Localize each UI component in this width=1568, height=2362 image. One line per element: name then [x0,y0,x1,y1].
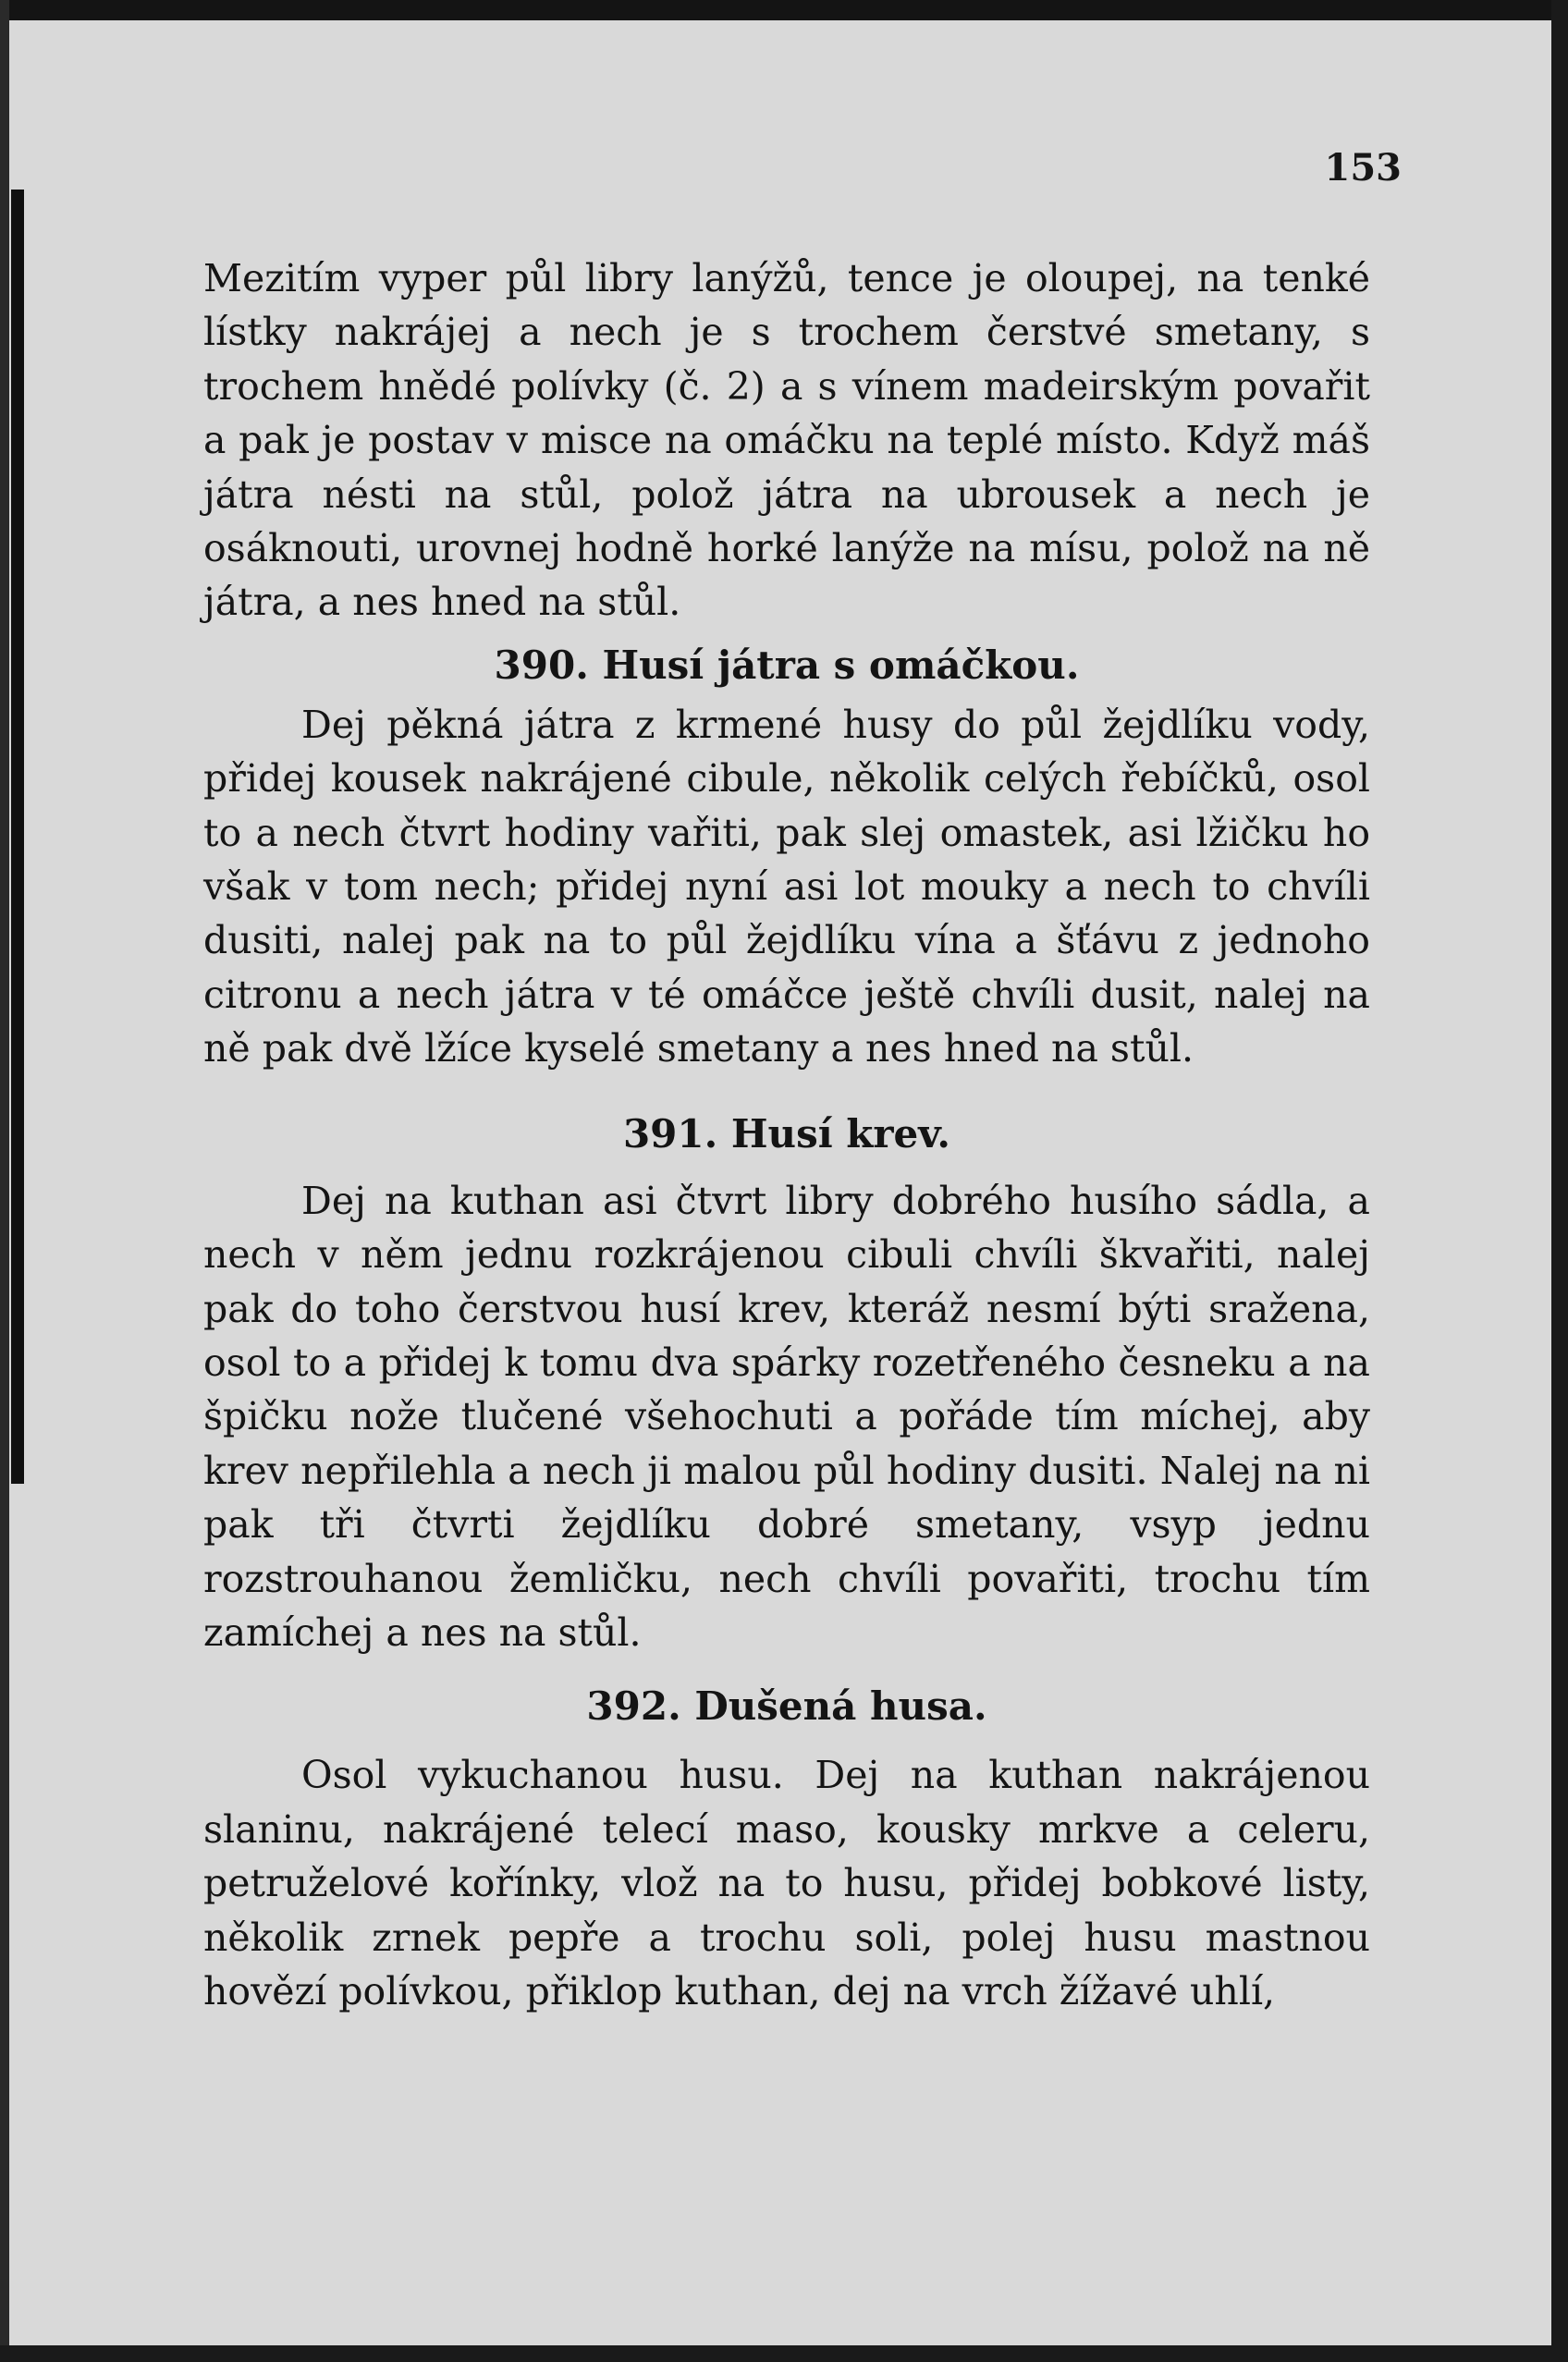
page-edge-right [1551,0,1568,2362]
recipe-text-390: Dej pěkná játra z krmené husy do půl žejdlíku vody, přidej kousek nakrájené cibule, několik celých řebíčků, osol to a nech čtvrt hodiny vařiti, pak slej omastek, asi lžičku ho však v tom nech; přidej nyní asi lot mouky a nech to chvíli dusiti, nalej pak na to půl žejdlíku vína a šťávu z jednoho citronu a nech játra v té omáčce ještě chvíli dusit, nalej na ně pak dvě lžíce kyselé smetany a nes hned na stůl. [203,702,1370,1071]
recipe-text-391: Dej na kuthan asi čtvrt libry dobrého husího sádla, a nech v něm jednu rozkrájenou cibuli chvíli škvařiti, nalej pak do toho čerstvou husí krev, kteráž nesmí býti sražena, osol to a přidej k tomu dva spárky rozetřeného česneku a na špičku nože tlučené všehochuti a pořáde tím míchej, aby krev nepřilehla a nech ji malou půl hodiny dusiti. Nalej na ni pak tři čtvrti žejdlíku dobré smetany, vsyp jednu rozstrouhanou žemličku, nech chvíli povařiti, trochu tím zamíchej a nes na stůl. [203,1178,1370,1655]
recipe-title-392: 392. Dušená husa. [586,1683,987,1730]
recipe-title-390: 390. Husí játra s omáčkou. [494,642,1080,688]
page-edge-top [0,0,1568,20]
binding-shadow [11,190,24,1484]
page-edge-left [0,0,9,2362]
page-number: 153 [1324,146,1402,190]
page-edge-bottom [0,2345,1568,2362]
page-content [203,251,1370,2018]
continued-paragraph: Mezitím vyper půl libry lanýžů, tence je oloupej, na tenké lístky nakrájej a nech je s trochem čerstvé smetany, s trochem hnědé polívky (č. 2) a s vínem madeirským povařit a pak je postav v misce na omáčku na teplé místo. Když máš játra nésti na stůl, polož játra na ubrousek a nech je osáknouti, urovnej hodně horké lanýže na mísu, polož na ně játra, a nes hned na stůl. [203,256,1370,625]
recipe-text-392: Osol vykuchanou husu. Dej na kuthan nakrájenou slaninu, nakrájené telecí maso, kousky mrkve a celeru, petruželové kořínky, vlož na to husu, přidej bobkové listy, několik zrnek pepře a trochu soli, polej husu mastnou hovězí polívkou, přiklop kuthan, dej na vrch žížavé uhlí, [203,1753,1370,2013]
recipe-title-391: 391. Husí krev. [622,1110,951,1157]
